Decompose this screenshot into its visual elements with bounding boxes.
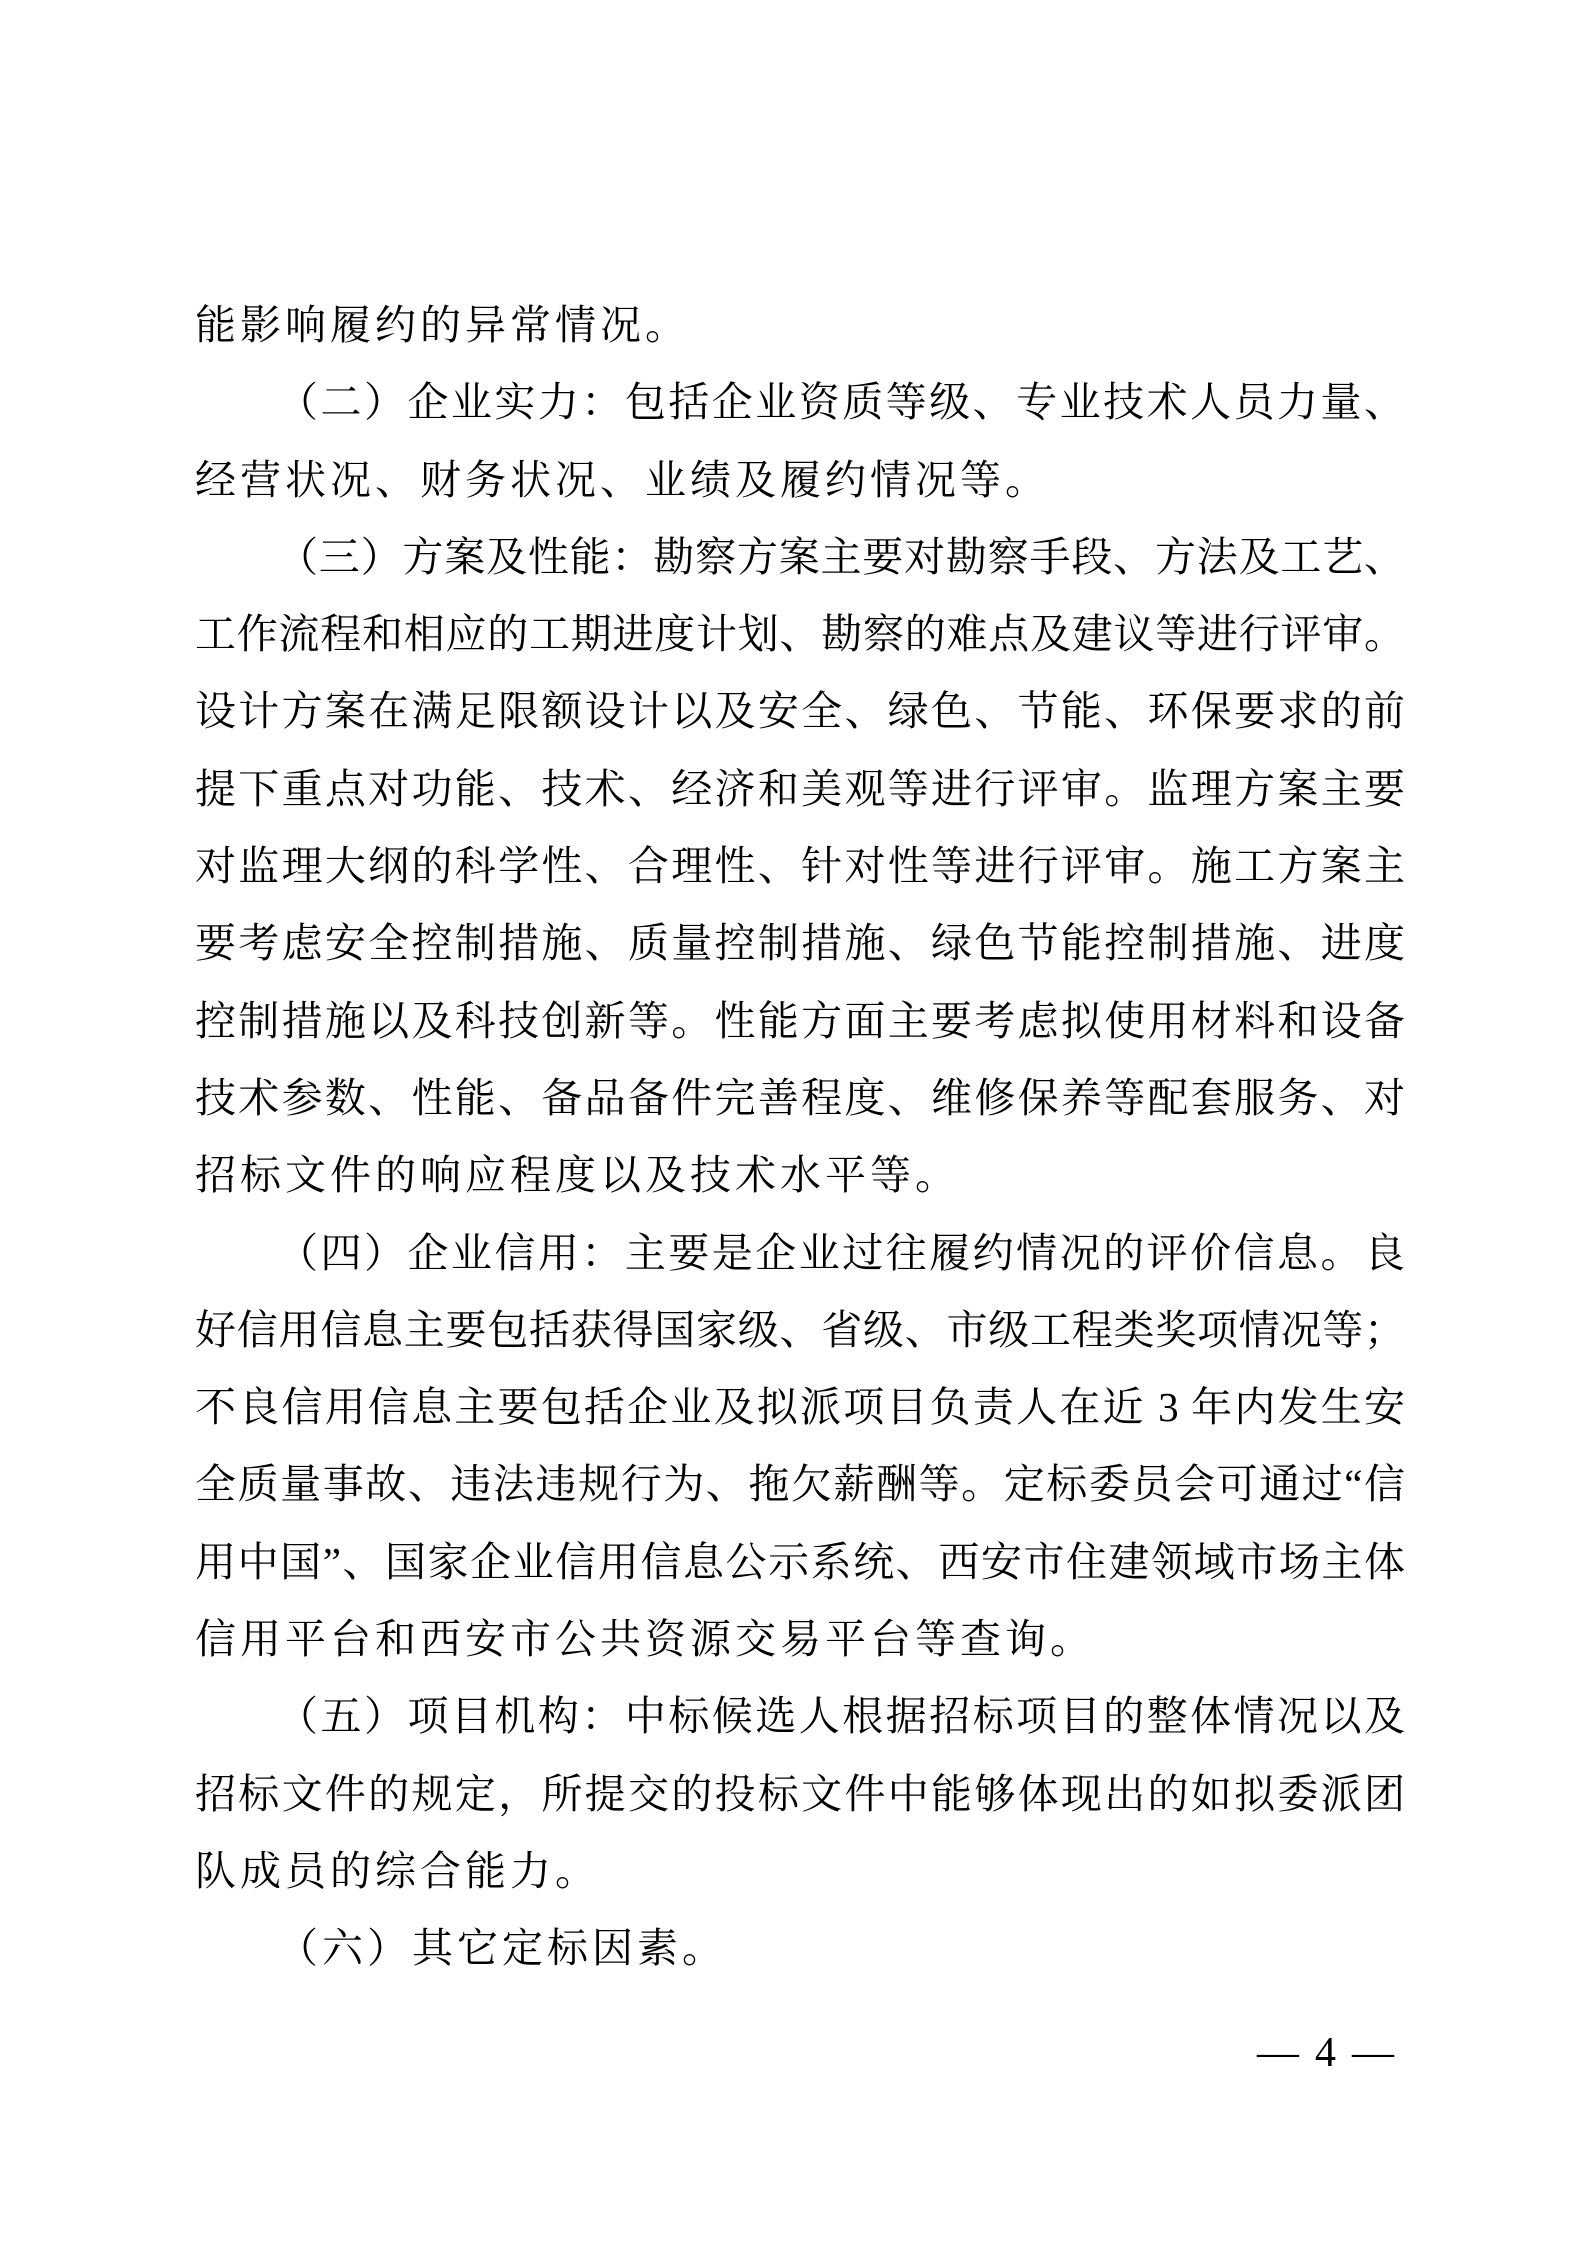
page-footer [1257,2032,1394,2074]
page-number: 4 [1315,2030,1336,2076]
text-line: 招标文件的规定，所提交的投标文件中能够体现出的如拟委派团 [195,1770,1405,1817]
text-line: （五）项目机构：中标候选人根据招标项目的整体情况以及 [277,1693,1405,1740]
text-line: 全质量事故、违法违规行为、拖欠薪酬等。定标委员会可通过“信 [195,1461,1405,1508]
footer-dash-left: — [1257,2030,1299,2076]
text-line: 设计方案在满足限额设计以及安全、绿色、节能、环保要求的前 [195,688,1405,735]
text-line: 经营状况、财务状况、业绩及履约情况等。 [195,456,1050,503]
text-line: （六）其它定标因素。 [277,1925,727,1972]
text-line: （二）企业实力：包括企业资质等级、专业技术人员力量、 [277,379,1405,426]
text-line: 对监理大纲的科学性、合理性、针对性等进行评审。施工方案主 [195,843,1405,890]
text-line: （三）方案及性能：勘察方案主要对勘察手段、方法及工艺、 [277,533,1405,580]
text-line: 招标文件的响应程度以及技术水平等。 [195,1152,960,1199]
text-line: 工作流程和相应的工期进度计划、勘察的难点及建议等进行评审。 [195,611,1405,658]
text-line: 控制措施以及科技创新等。性能方面主要考虑拟使用材料和设备 [195,997,1405,1044]
text-line: （四）企业信用：主要是企业过往履约情况的评价信息。良 [277,1229,1405,1276]
text-line: 用中国”、国家企业信用信息公示系统、西安市住建领域市场主体 [195,1538,1405,1585]
footer-dash-right: — [1352,2030,1394,2076]
text-line: 提下重点对功能、技术、经济和美观等进行评审。监理方案主要 [195,765,1405,812]
text-line: 技术参数、性能、备品备件完善程度、维修保养等配套服务、对 [195,1074,1405,1121]
text-line: 不良信用信息主要包括企业及拟派项目负责人在近 3 年内发生安 [195,1384,1405,1431]
text-line: 好信用信息主要包括获得国家级、省级、市级工程类奖项情况等； [195,1306,1405,1353]
document-body [195,287,1405,1988]
text-line: 能影响履约的异常情况。 [195,302,690,348]
text-line: 要考虑安全控制措施、质量控制措施、绿色节能控制措施、进度 [195,920,1405,967]
text-line: 队成员的综合能力。 [195,1847,600,1894]
text-line: 信用平台和西安市公共资源交易平台等查询。 [195,1616,1095,1663]
